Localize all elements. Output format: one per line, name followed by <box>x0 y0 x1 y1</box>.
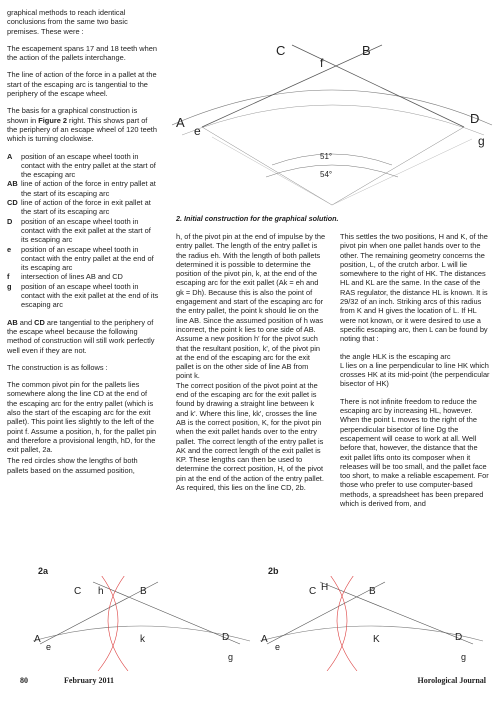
label-e: e <box>46 642 52 652</box>
label-d: D <box>222 632 230 643</box>
definition-key: e <box>7 244 12 254</box>
radius-g <box>332 139 472 205</box>
label-d: D <box>455 632 463 643</box>
label-g: g <box>461 652 467 662</box>
definition-value: position of an escape wheel tooth in contact with the entry pallet at the start of the escaping arc <box>21 151 156 180</box>
radius-e <box>212 137 332 205</box>
label-a: A <box>34 634 41 645</box>
definition-key: g <box>7 281 12 291</box>
label-c: C <box>276 43 286 58</box>
label-f: f <box>320 56 324 70</box>
definition-key: CD <box>7 198 18 208</box>
label-h-upper: H <box>321 582 329 593</box>
label-k: k <box>140 634 145 645</box>
label-e: e <box>194 124 201 138</box>
paragraph <box>7 106 159 143</box>
column-1 <box>7 8 159 483</box>
figure-2b-title: 2b <box>268 566 279 576</box>
definition-item <box>7 282 159 310</box>
figure-reference: Figure 2 <box>38 115 67 125</box>
paragraph: graphical methods to reach identical conclusions from the same two basic premises. These were : <box>7 8 128 36</box>
text: CD <box>34 317 45 327</box>
label-c: C <box>74 586 82 597</box>
journal-name: Horological Journal <box>417 676 486 685</box>
definition-item <box>7 272 159 281</box>
page-number: 80 <box>20 676 28 685</box>
line-cd <box>320 582 473 644</box>
label-a: A <box>261 634 268 645</box>
definition-value: line of action of the force in exit pallet at the start of its escaping arc <box>21 198 151 217</box>
column-3 <box>340 232 490 516</box>
label-g: g <box>228 652 234 662</box>
angle-label-outer: 51° <box>320 152 333 161</box>
angle-label-inner: 54° <box>320 170 333 179</box>
paragraph: There is not infinite freedom to reduce the escaping arc by increasing HL, however. When the point L moves to the right of the perpendicular bisector of line Dg the escapement will cease to work at all. Well before that, however, the distance that the exit pallet lifts onto its composer when it releases will be too small, and the pallet face too short, to make a reliable escapement. For those who prefer to use computer-based methods, a spreadsheet has been prepared which is derived from, and <box>340 396 489 509</box>
definition-list <box>7 152 159 310</box>
definition-value: position of an escape wheel tooth in contact with the exit pallet at the end of its escaping arc <box>21 281 159 310</box>
figure-2-diagram <box>172 35 494 207</box>
paragraph: The correct position of the pivot point at the end of the escaping arc for the exit pallet is found by drawing a straight line between k and k'. Where this line, kk', crosses the line AB is the correct position, K, for the pivot pin when the exit pallet hands over to the entry pallet. The correct length of the entry pallet is AK and the correct length of the exit pallet is KP. These lengths can then be used to determine the correct position, H, of the pivot pin at the end of the action of the entry pallet. As required, this lies on the line CD, 2b. <box>176 380 324 493</box>
definition-key: A <box>7 151 13 161</box>
label-b: B <box>362 43 371 58</box>
definition-item <box>7 245 159 273</box>
paragraph: The common pivot pin for the pallets lies somewhere along the line CD at the end of the escaping arc for the entry pallet (which is also the start of the escaping arc for the exit pallet). This point lies slightly to the left of the point f. Assume a position, h, for the pallet pin and therefore a provisional length, hD, for the exit pallet, 2a. <box>7 380 157 455</box>
label-b: B <box>140 586 147 597</box>
paragraph: This settles the two positions, H and K, of the pivot pin when one pallet hands over to the other. The remaining geometry concerns the position, L, of the crutch arbor. L will lie somewhere to the right of HK. The distances HL and KL are the same. In the case of the RAS regulator, the distance HL is known. It is 29/32 of an inch. Striking arcs of this radius from K and H gives the location of L. If HL were not known, or it were desired to use a specific escaping arc, then L can be found by noting that : <box>340 232 488 344</box>
definition-value: position of an escape wheel tooth in contact with the exit pallet at the start of its escaping arc <box>21 216 151 245</box>
escape-wheel-arc-outer <box>172 90 492 125</box>
text: right. This shows part of the periphery of an escape wheel of 120 teeth which is turning clockwise. <box>7 115 157 144</box>
definition-key: f <box>7 272 10 282</box>
label-a: A <box>176 115 185 130</box>
paragraph: h, of the pivot pin at the end of impulse by the entry pallet. The length of the entry pallet is the radius eh. With the length of both pallets determined it is possible to determine the position of the pivot pin, k, at the end of the escaping arc for the exit pallet (Ak = eh and gk = Dh). Because this is also the point of engagement and start of the escaping arc for the entry pallet, the point k should lie on the line AB. Since the assumed position of h was incorrect, the point k lies to one side of AB. Assume a new position h' for the pivot such that the resultant position, k', of the pivot pin at the end of the escaping arc for the exit pallet is on the other side of line AB from point k. <box>176 232 326 381</box>
definition-key: AB <box>7 179 18 189</box>
column-2 <box>176 232 326 500</box>
figure-2a-title: 2a <box>38 566 49 576</box>
label-h: h <box>98 586 104 597</box>
paragraph: The escapement spans 17 and 18 teeth when the action of the pallets interchange. <box>7 43 157 63</box>
label-d: D <box>470 111 480 126</box>
text: AB <box>7 317 18 327</box>
label-b: B <box>369 586 376 597</box>
label-c: C <box>309 586 317 597</box>
figure-2a-diagram <box>28 576 253 671</box>
figure-2b-diagram <box>255 576 487 671</box>
line-ab <box>202 45 382 127</box>
definition-item <box>7 152 159 180</box>
label-e: e <box>275 642 281 652</box>
paragraph: The red circles show the lengths of both pallets based on the assumed position, <box>7 456 138 475</box>
definition-key: D <box>7 216 13 226</box>
paragraph <box>7 318 159 355</box>
text: The basis for a graphical construction is shown in <box>7 106 138 125</box>
paragraph: The construction is as follows : <box>7 362 108 372</box>
figure-caption: 2. Initial construction for the graphical solution. <box>176 214 339 223</box>
paragraph: the angle HLK is the escaping arc <box>340 351 451 361</box>
definition-value: intersection of lines AB and CD <box>21 272 123 282</box>
definition-item <box>7 198 159 217</box>
escape-wheel-arc <box>260 626 483 641</box>
escape-wheel-arc-inner <box>182 105 484 135</box>
issue-date: February 2011 <box>64 676 114 685</box>
definition-item <box>7 179 159 198</box>
text: and <box>17 317 35 327</box>
definition-item <box>7 217 159 245</box>
paragraph: L lies on a line perpendicular to line HK which crosses HK at its mid-point (the perpendicular bisector of HK) <box>340 360 490 389</box>
paragraph: The line of action of the force in a pallet at the start of the escaping arc is tangential to the periphery of the escape wheel. <box>7 70 157 99</box>
definition-value: position of an escape wheel tooth in contact with the entry pallet at the end of its escaping arc <box>21 244 154 273</box>
definition-value: line of action of the force in entry pallet at the start of its escaping arc <box>21 179 156 198</box>
label-g: g <box>478 134 485 148</box>
text: are tangential to the periphery of the escape wheel because the following method of construction will still work perfectly well even if they are not. <box>7 317 155 355</box>
line-cd <box>292 45 464 127</box>
label-k-upper: K <box>373 634 380 645</box>
